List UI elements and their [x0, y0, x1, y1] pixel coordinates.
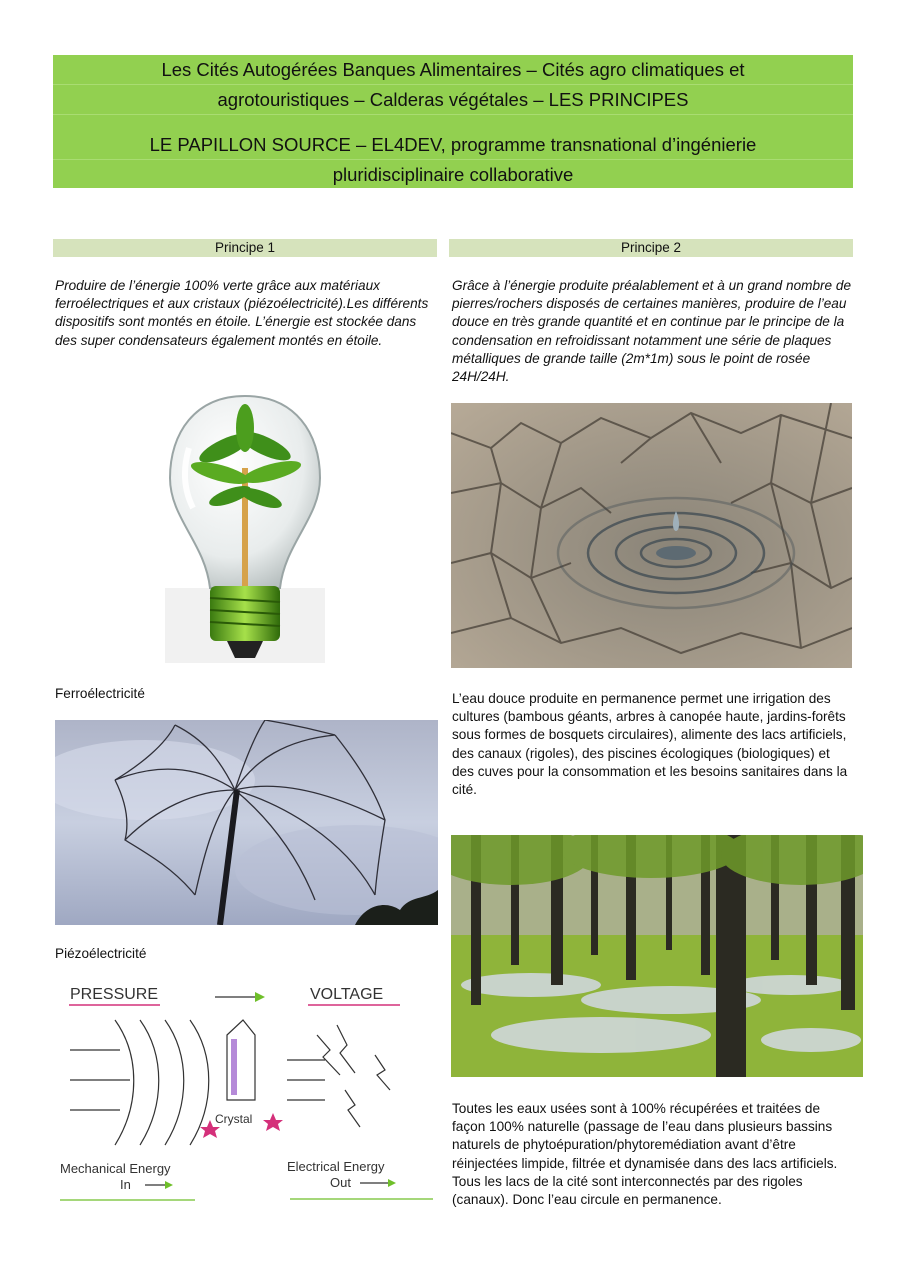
header-title-line-2: agrotouristiques – Calderas végétales – LES PRINCIPES	[53, 85, 853, 115]
principe-1-text: Produire de l’énergie 100% verte grâce aux matériaux ferroélectriques et aux cristaux (piézoélectricité).Les différents dispositifs sont montés en étoile. L’énergie est stockée dans des super condensateurs également montés en étoile.	[55, 278, 429, 348]
principe-1-heading: Principe 1	[53, 239, 437, 257]
principe-2-heading: Principe 2	[449, 239, 853, 257]
ferroelectricite-caption: Ferroélectricité	[55, 686, 145, 701]
voltage-label: VOLTAGE	[310, 986, 384, 1003]
cracked-earth-water-drop-image	[451, 403, 852, 668]
header-spacer	[53, 115, 853, 130]
mechanical-energy-in-label: In	[120, 1177, 131, 1192]
piezoelectric-diagram	[55, 975, 438, 1210]
header-subtitle-line-1: LE PAPILLON SOURCE – EL4DEV, programme transnational d’ingénierie	[53, 130, 853, 160]
principe-2-water-use-text: L’eau douce produite en permanence permet une irrigation des cultures (bambous géants, arbres à canopée haute, jardins-forêts sous formes de bosquets circulaires), alimente des lacs artificiels, des canaux (rigoles), des piscines écologiques (biologiques) et des cuves pour la consommation et les besoins sanitaires dans la cité.	[452, 691, 848, 798]
ferroelectric-sky-image	[55, 720, 438, 925]
header-subtitle-line-2: pluridisciplinaire collaborative	[332, 164, 574, 185]
electrical-energy-label: Electrical Energy	[287, 1159, 385, 1174]
header-title-line-1: Les Cités Autogérées Banques Alimentaires – Cités agro climatiques et	[53, 55, 853, 85]
lightbulb-plant-image	[165, 388, 325, 663]
principe-2-wastewater-text: Toutes les eaux usées sont à 100% récupérées et traitées de façon 100% naturelle (passage de l’eau dans plusieurs bassins naturels de phytoépuration/phytoremédiation avant d’être réinjectées limpide, filtrée et dynamisée dans des lacs artificiels. Tous les lacs de la cité sont interconnectés par des rigoles (canaux). Donc l’eau circule en permanence.	[452, 1101, 838, 1208]
electrical-energy-out-label: Out	[330, 1175, 351, 1190]
mechanical-energy-label: Mechanical Energy	[60, 1161, 171, 1176]
crystal-label: Crystal	[215, 1112, 253, 1126]
page-header	[53, 55, 853, 188]
principe-2-text: Grâce à l’énergie produite préalablement et à un grand nombre de pierres/rochers disposés de certaines manières, produire de l’eau douce en très grande quantité et en continue par le principe de la condensation en refroidissant notamment une série de plaques métalliques de grande taille (2m*1m) sous le point de rosée 24H/24H.	[452, 278, 852, 385]
pressure-label: PRESSURE	[70, 986, 159, 1003]
forest-water-pools-image	[451, 835, 863, 1077]
piezoelectricite-caption: Piézoélectricité	[55, 946, 147, 961]
